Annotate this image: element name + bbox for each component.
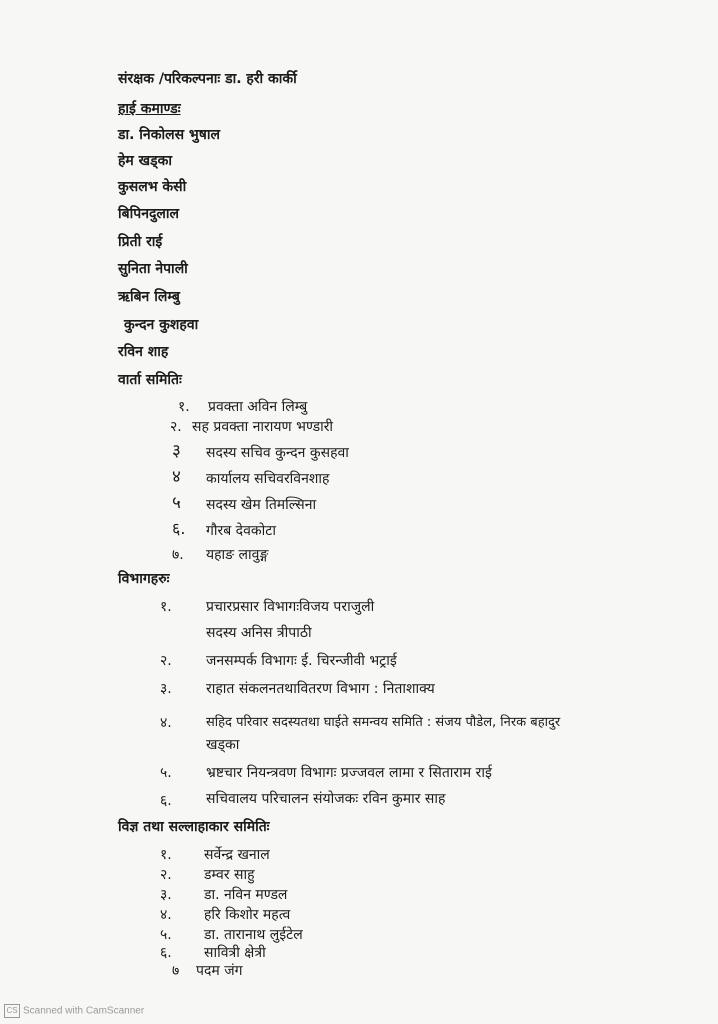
list-number: ६. — [160, 945, 172, 961]
camscanner-logo-icon: CS — [4, 1004, 20, 1018]
list-number: २. — [160, 867, 172, 883]
high-command-member: प्रिती राई — [118, 234, 163, 250]
list-item: प्रवक्ता अविन लिम्बु — [208, 399, 308, 415]
list-number: १. — [160, 847, 172, 863]
list-number: ४. — [160, 907, 172, 923]
talks-committee-heading: वार्ता समितिः — [118, 372, 182, 388]
list-item: सावित्री क्षेत्री — [204, 945, 266, 961]
high-command-member: कुन्दन कुशहवा — [124, 317, 199, 333]
high-command-member: बिपिनदुलाल — [118, 206, 180, 222]
list-item: सचिवालय परिचालन संयोजकः रविन कुमार साह — [206, 791, 446, 807]
high-command-member: सुनिता नेपाली — [118, 261, 188, 277]
list-item: सहिद परिवार सदस्यतथा घाईते समन्वय समिति : संजय पौडेल, निरक बहादुर — [206, 715, 561, 730]
list-item: पदम जंग — [196, 963, 243, 979]
list-number: ७. — [172, 547, 184, 563]
list-item: सर्वेन्द्र खनाल — [204, 847, 270, 863]
list-item: सदस्य सचिव कुन्दन कुसहवा — [206, 445, 349, 461]
list-item: जनसम्पर्क विभागः ई. चिरन्जीवी भट्राई — [206, 653, 397, 669]
list-item: डा. नविन मण्डल — [204, 887, 288, 903]
list-item: डम्वर साहु — [204, 867, 255, 883]
list-number: ४ — [172, 467, 181, 487]
list-number: १. — [178, 399, 190, 415]
list-item: सह प्रवक्ता नारायण भण्डारी — [192, 419, 334, 435]
watermark-text: Scanned with CamScanner — [23, 1005, 145, 1017]
list-number: १. — [160, 599, 172, 615]
list-number: ५. — [160, 765, 172, 781]
list-item: सदस्य अनिस त्रीपाठी — [206, 625, 312, 641]
list-item: सदस्य खेम तिमल्सिना — [206, 497, 317, 513]
list-item: राहात संकलनतथावितरण विभाग : निताशाक्य — [206, 681, 435, 697]
list-number: ५ — [172, 493, 181, 513]
high-command-heading: हाई कमाण्डः — [118, 101, 181, 117]
list-number: २. — [170, 419, 182, 435]
patron-line: संरक्षक /परिकल्पनाः डा. हरी कार्की — [118, 71, 297, 87]
list-number: ३. — [160, 681, 172, 697]
list-number: ४. — [160, 715, 172, 731]
high-command-member: डा. निकोलस भुषाल — [118, 127, 220, 143]
list-item: खड्का — [206, 737, 240, 753]
list-item: डा. तारानाथ लुईटेल — [204, 927, 303, 943]
high-command-member: कुसलभ केसी — [118, 179, 187, 195]
list-item: गौरब देवकोटा — [206, 523, 276, 539]
list-item: प्रचारप्रसार विभागःविजय पराजुली — [206, 599, 375, 615]
list-number: ३. — [160, 887, 172, 903]
high-command-member: ऋबिन लिम्बु — [118, 289, 180, 305]
advisory-committee-heading: विज्ञ तथा सल्लाहाकार समितिः — [118, 819, 270, 835]
list-number: ५. — [160, 927, 172, 943]
list-number: ७ — [172, 963, 180, 979]
high-command-member: हेम खड्का — [118, 153, 172, 169]
departments-heading: विभागहरुः — [118, 571, 170, 587]
list-item: हरि किशोर महत्व — [204, 907, 291, 923]
list-number: २. — [160, 653, 172, 669]
list-item: भ्रष्टचार नियन्त्रवण विभागः प्रज्जवल लामा र सिताराम राई — [206, 765, 492, 781]
list-number: ६. — [172, 519, 186, 538]
scanner-watermark — [4, 1004, 144, 1018]
high-command-member: रविन शाह — [118, 344, 169, 360]
list-item: यहाङ लावुङ्ग — [206, 547, 269, 563]
list-item: कार्यालय सचिवरविनशाह — [206, 471, 330, 487]
list-number: ३ — [172, 441, 181, 461]
list-number: ६. — [160, 793, 172, 809]
